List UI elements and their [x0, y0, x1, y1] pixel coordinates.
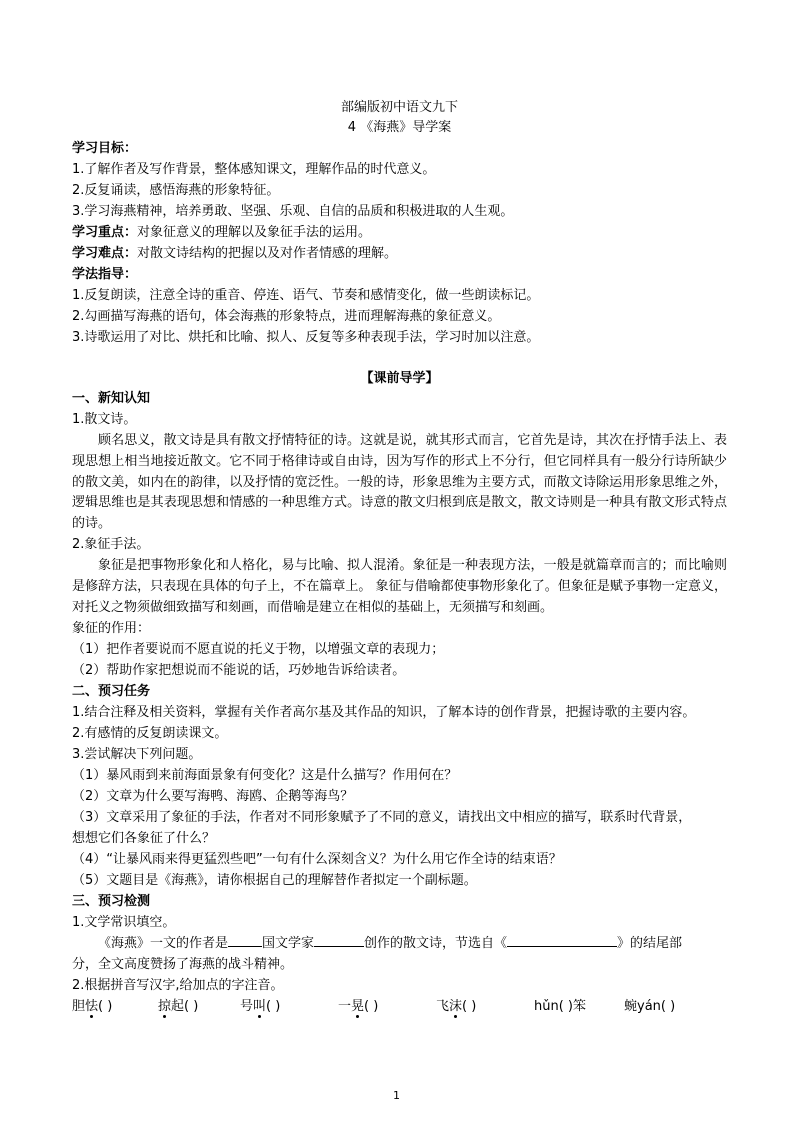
symbolism-use-label: 象征的作用：	[72, 621, 151, 636]
symbolism-paragraph: 象征是把事物形象化和人格化，易与比喻、拟人混淆。象征是一种表现方法，一般是就篇章而言的；而比喻则是修辞方法，只表现在具体的句子上，不在篇章上。 象征与借喻都使事物形象化了。但象征是赋予事物一定意义，对托义之物须做细致描写和刻画，而借喻是建立在相似的基础上，无须描写和刻画。	[72, 558, 727, 615]
prose-poem-paragraph: 顾名思义，散文诗是具有散文抒情特征的诗。这就是说，就其形式而言，它首先是诗，其次在抒情手法上、表现思想上相当地接近散文。它不同于格律诗或自由诗，因为写作的形式上不分行，但它同样具有一般分行诗所缺少的散文美，如内在的韵律，以及抒情的宽泛性。一般的诗，形象思维为主要方式，而散文诗除运用形象思维之外，逻辑思维也是其表现思想和情感的一种思维方式。诗意的散文归根到底是散文，散文诗则是一种具有散文形式特点的诗。	[72, 433, 727, 532]
symbolism-use-item: （2）帮助作家把想说而不能说的话，巧妙地告诉给读者。	[72, 663, 406, 678]
blank-author[interactable]	[228, 934, 262, 947]
section-heading: 一、新知认知	[72, 391, 151, 406]
difficult-point-label: 学习难点：	[72, 246, 138, 261]
dotted-char: 掠	[158, 999, 172, 1014]
fill-blank-text: 》的结尾部	[617, 936, 683, 951]
pinyin-item[interactable]: 胆怯( )	[72, 999, 113, 1014]
blank-source[interactable]	[507, 934, 617, 947]
fill-blank-text: 《海燕》一文的作者是	[98, 936, 229, 951]
pinyin-item[interactable]: 蜿yán( )	[624, 999, 676, 1014]
blank-writer[interactable]	[314, 934, 364, 947]
pinyin-item[interactable]: 一晃( )	[338, 999, 379, 1014]
goal-item: 3.学习海燕精神，培养勇敢、坚强、乐观、自信的品质和积极进取的人生观。	[72, 204, 514, 219]
goals-heading: 学习目标：	[72, 141, 138, 156]
page-number: 1	[393, 1089, 400, 1102]
method-item: 2.勾画描写海燕的语句，体会海燕的形象特点，进而理解海燕的象征意义。	[72, 309, 501, 324]
dotted-char: 叫	[253, 999, 267, 1014]
question-item-continued: 想想它们各象征了什么？	[72, 831, 216, 846]
key-point-label: 学习重点：	[72, 225, 138, 240]
pinyin-item[interactable]: 飞沫( )	[436, 999, 477, 1014]
subsection-title: 2.象征手法。	[72, 537, 150, 552]
subsection-title: 1.散文诗。	[72, 412, 137, 427]
dotted-char: 沫	[449, 999, 463, 1014]
pinyin-item[interactable]: 号叫( )	[240, 999, 281, 1014]
method-heading: 学法指导：	[72, 267, 138, 282]
dotted-char: 晃	[351, 999, 365, 1014]
fill-blank-text: 分，全文高度赞扬了海燕的战斗精神。	[72, 957, 294, 972]
goal-item: 2.反复诵读，感悟海燕的形象特征。	[72, 183, 280, 198]
pinyin-item[interactable]: 掠起( )	[158, 999, 199, 1014]
question-item: （5）文题目是《海燕》，请你根据自己的理解替作者拟定一个副标题。	[72, 873, 477, 888]
fill-blank-line	[72, 934, 727, 954]
pinyin-item[interactable]: hǔn( )笨	[534, 999, 586, 1014]
question-item: （4）“让暴风雨来得更猛烈些吧”一句有什么深刻含义？为什么用它作全诗的结束语？	[72, 852, 562, 867]
check-item: 1.文学常识填空。	[72, 915, 176, 930]
method-item: 3.诗歌运用了对比、烘托和比喻、拟人、反复等多种表现手法，学习时加以注意。	[72, 330, 540, 345]
section-heading: 三、预习检测	[72, 894, 151, 909]
question-item: （1）暴风雨到来前海面景象有何变化？这是什么描写？作用何在？	[72, 768, 458, 783]
question-item: （3）文章采用了象征的手法，作者对不同形象赋予了不同的意义，请找出文中相应的描写，联系时代背景，	[72, 810, 692, 825]
symbolism-use-item: （1）把作者要说而不愿直说的托义于物，以增强文章的表现力；	[72, 642, 445, 657]
task-item: 1.结合注释及相关资料，掌握有关作者高尔基及其作品的知识，了解本诗的创作背景，把握诗歌的主要内容。	[72, 705, 696, 720]
fill-blank-text: 国文学家	[262, 936, 315, 951]
goal-item: 1.了解作者及写作背景，整体感知课文，理解作品的时代意义。	[72, 162, 436, 177]
check-item: 2.根据拼音写汉字,给加点的字注音。	[72, 978, 284, 993]
doc-title-series: 部编版初中语文九下	[340, 100, 458, 115]
question-item: （2）文章为什么要写海鸭、海鸥、企鹅等海鸟？	[72, 789, 354, 804]
method-item: 1.反复朗读，注意全诗的重音、停连、语气、节奏和感情变化，做一些朗读标记。	[72, 288, 540, 303]
key-point-text: 对象征意义的理解以及象征手法的运用。	[137, 225, 372, 240]
task-item: 2.有感情的反复朗读课文。	[72, 726, 228, 741]
doc-title-lesson: 4 《海燕》导学案	[347, 120, 452, 135]
task-item: 3.尝试解决下列问题。	[72, 747, 202, 762]
key-point	[72, 223, 727, 243]
fill-blank-text: 创作的散文诗，节选自《	[364, 936, 508, 951]
difficult-point-text: 对散文诗结构的把握以及对作者情感的理解。	[137, 246, 398, 261]
preclass-heading: 【课前导学】	[360, 371, 439, 386]
section-heading: 二、预习任务	[72, 684, 151, 699]
difficult-point	[72, 244, 727, 264]
dotted-char: 怯	[85, 999, 99, 1014]
